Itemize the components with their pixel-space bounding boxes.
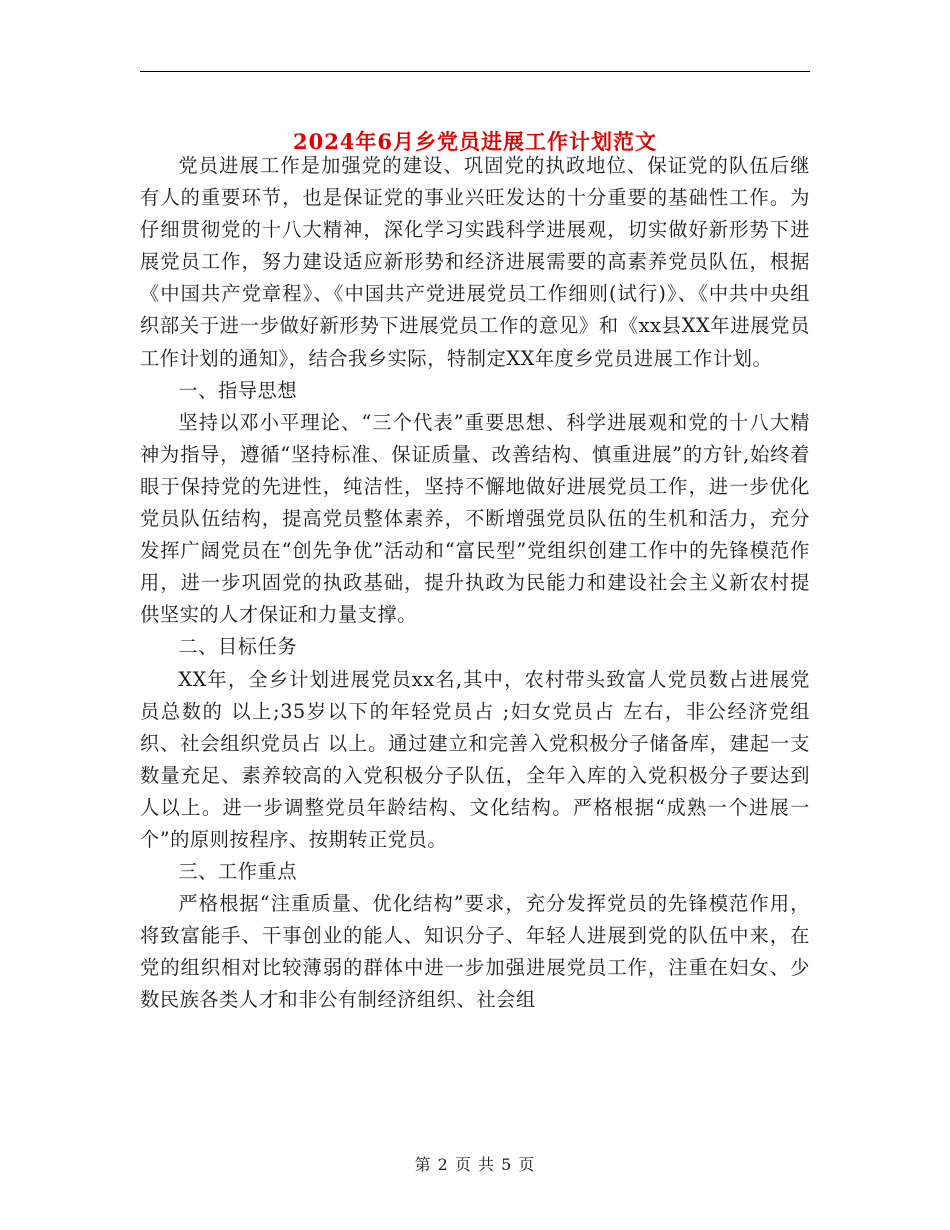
document-body [140, 150, 810, 1017]
paragraph-intro: 党员进展工作是加强党的建设、巩固党的执政地位、保证党的队伍后继有人的重要环节，也是保证党的事业兴旺发达的十分重要的基础性工作。为仔细贯彻党的十八大精神，深化学习实践科学进展观，切实做好新形势下进展党员工作，努力建设适应新形势和经济进展需要的高素养党员队伍，根据《中国共产党章程》、《中国共产党进展党员工作细则(试行)》、《中共中央组织部关于进一步做好新形势下进展党员工作的意见》和《xx县XX年进展党员工作计划的通知》，结合我乡实际，特制定XX年度乡党员进展工作计划。 [140, 154, 810, 370]
page-number: 第 2 页 共 5 页 [414, 1155, 536, 1174]
section-heading-key-work: 三、工作重点 [178, 860, 298, 884]
section-heading-targets: 二、目标任务 [178, 635, 298, 659]
section-heading-guiding-thought: 一、指导思想 [178, 378, 298, 402]
paragraph-guiding-thought: 坚持以邓小平理论、“三个代表”重要思想、科学进展观和党的十八大精神为指导，遵循“坚持标准、保证质量、改善结构、慎重进展”的方针,始终着眼于保持党的先进性，纯洁性，坚持不懈地做好进展党员工作，进一步优化党员队伍结构，提高党员整体素养，不断增强党员队伍的生机和活力，充分发挥广阔党员在“创先争优”活动和“富民型”党组织创建工作中的先锋模范作用，进一步巩固党的执政基础，提升执政为民能力和建设社会主义新农村提供坚实的人才保证和力量支撑。 [140, 410, 810, 627]
paragraph-key-work: 严格根据“注重质量、优化结构”要求，充分发挥党员的先锋模范作用，将致富能手、干事创业的能人、知识分子、年轻人进展到党的队伍中来，在党的组织相对比较薄弱的群体中进一步加强进展党员工作，注重在妇女、少数民族各类人才和非公有制经济组织、社会组 [140, 892, 810, 1012]
paragraph-targets: XX年，全乡计划进展党员xx名,其中，农村带头致富人党员数占进展党员总数的 以上;35岁以下的年轻党员占 ;妇女党员占 左右，非公经济党组织、社会组织党员占 以上。通过建立和完善入党积极分子储备库，建起一支数量充足、素养较高的入党积极分子队伍，全年入库的入党积极分子要达到 人以上。进一步调整党员年龄结构、文化结构。严格根据“成熟一个进展一个”的原则按程序、按期转正党员。 [140, 667, 811, 851]
header-rule [140, 71, 810, 72]
document-title: 2024年6月乡党员进展工作计划范文 [292, 129, 658, 155]
